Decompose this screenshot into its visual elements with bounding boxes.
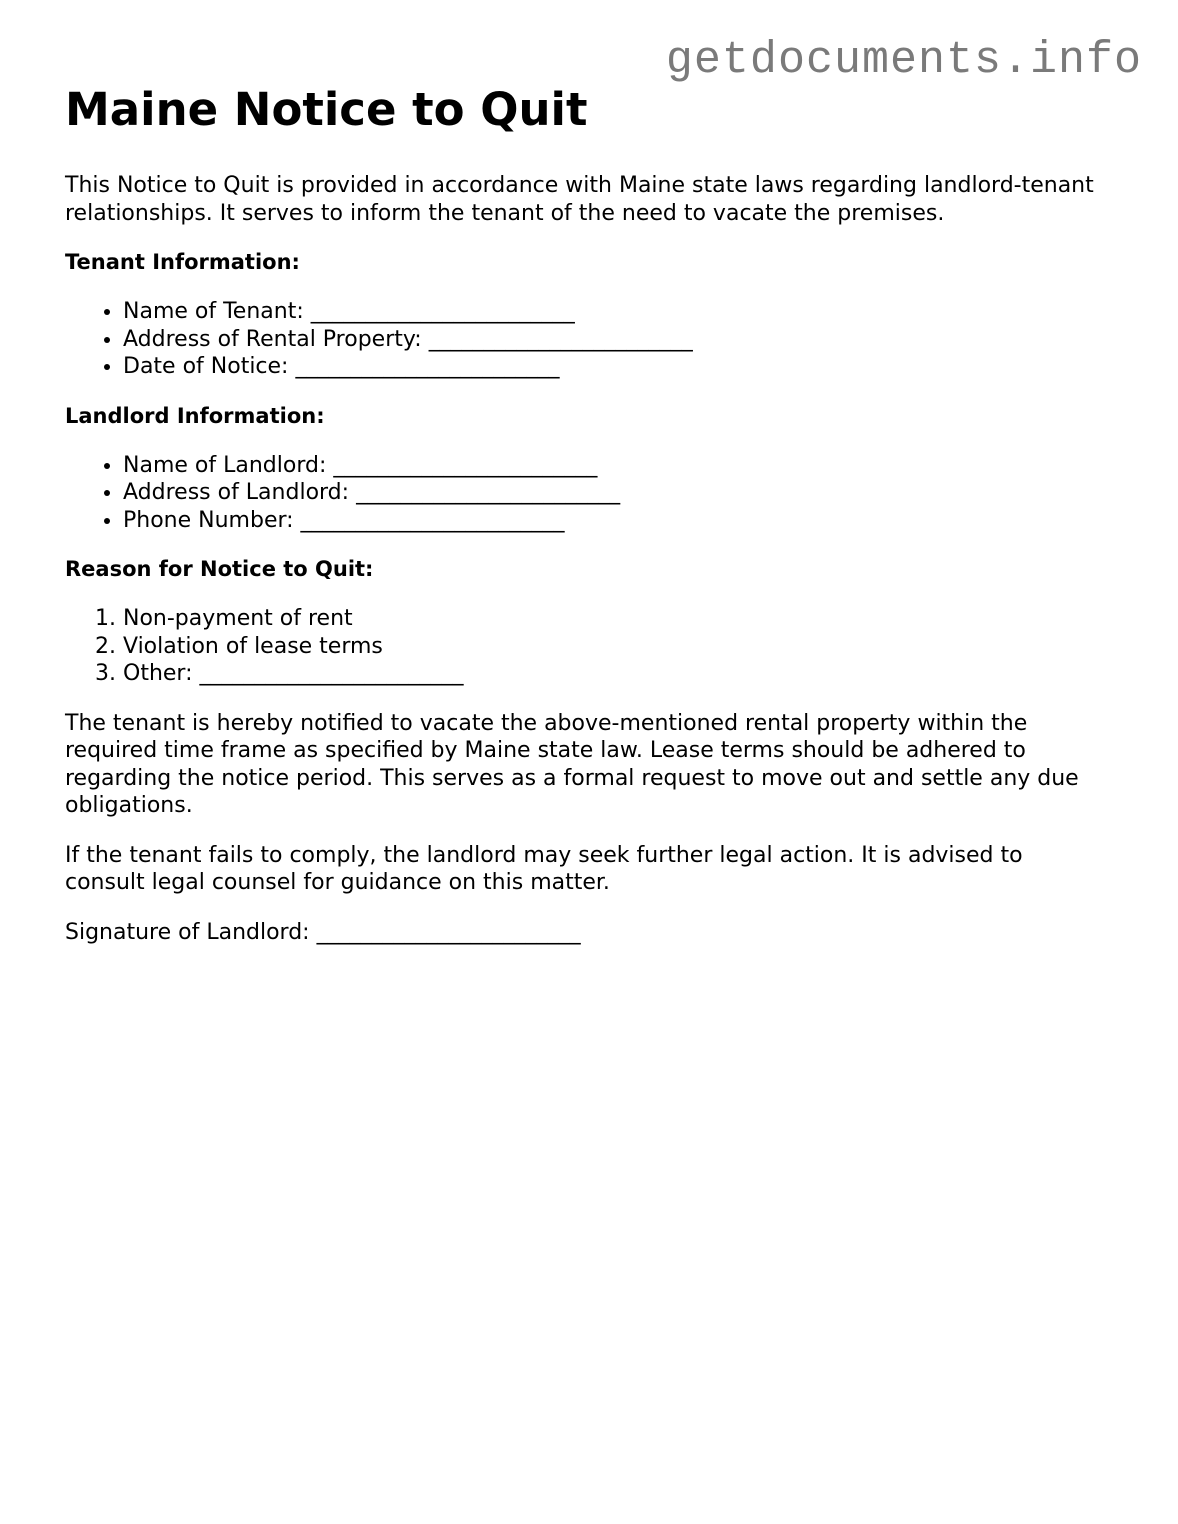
landlord-name-item: [123, 452, 1105, 480]
reason-label: Violation of lease terms: [123, 633, 383, 659]
signature-line: [65, 919, 1105, 947]
reason-item-lease-violation: [123, 633, 1105, 661]
rental-address-blank: ________________________: [428, 326, 693, 352]
reason-label: Non-payment of rent: [123, 606, 353, 631]
landlord-address-item: [123, 479, 1105, 507]
tenant-name-label: Name of Tenant:: [123, 299, 311, 324]
notice-date-item: [123, 353, 1105, 381]
signature-label: Signature of Landlord:: [65, 919, 317, 945]
reason-heading: Reason for Notice to Quit:: [65, 557, 374, 581]
phone-number-item: [123, 507, 1105, 535]
tenant-information-list: [65, 298, 1105, 381]
reason-item-nonpayment: [123, 605, 1105, 633]
tenant-name-blank: ________________________: [310, 299, 575, 324]
tenant-name-item: [123, 298, 1105, 326]
notice-date-label: Date of Notice:: [123, 354, 296, 379]
rental-address-item: [123, 326, 1105, 354]
landlord-information-heading: Landlord Information:: [65, 403, 325, 428]
landlord-name-blank: ________________________: [333, 452, 598, 478]
intro-paragraph: This Notice to Quit is provided in accordance with Maine state laws regarding landlord-tenant relationships. It serves to inform the tenant of the need to vacate the premises.: [65, 173, 1094, 226]
legal-paragraph: If the tenant fails to comply, the landlord may seek further legal action. It is advised to consult legal counsel for guidance on this matter.: [65, 842, 1023, 895]
tenant-information-heading: Tenant Information:: [65, 250, 300, 274]
reason-label: Other:: [123, 661, 200, 686]
other-reason-blank: ________________________: [199, 661, 464, 686]
signature-blank: ________________________: [316, 919, 581, 945]
landlord-name-label: Name of Landlord:: [123, 452, 334, 478]
document-title: Maine Notice to Quit: [65, 83, 588, 136]
document: [65, 84, 1105, 968]
reason-list: [65, 605, 1105, 688]
landlord-information-list: [65, 452, 1105, 535]
phone-number-blank: ________________________: [300, 507, 565, 533]
phone-number-label: Phone Number:: [123, 507, 301, 533]
rental-address-label: Address of Rental Property:: [123, 326, 429, 352]
notice-paragraph: The tenant is hereby notified to vacate the above-mentioned rental property within the required time frame as specified by Maine state law. Lease terms should be adhered to regarding the notice period. This serves as a formal request to move out and settle any due obligations.: [65, 710, 1079, 818]
watermark: getdocuments.info: [665, 35, 1142, 86]
reason-item-other: [123, 660, 1105, 688]
landlord-address-label: Address of Landlord:: [123, 480, 357, 505]
landlord-address-blank: ________________________: [356, 480, 621, 505]
notice-date-blank: ________________________: [295, 354, 560, 379]
